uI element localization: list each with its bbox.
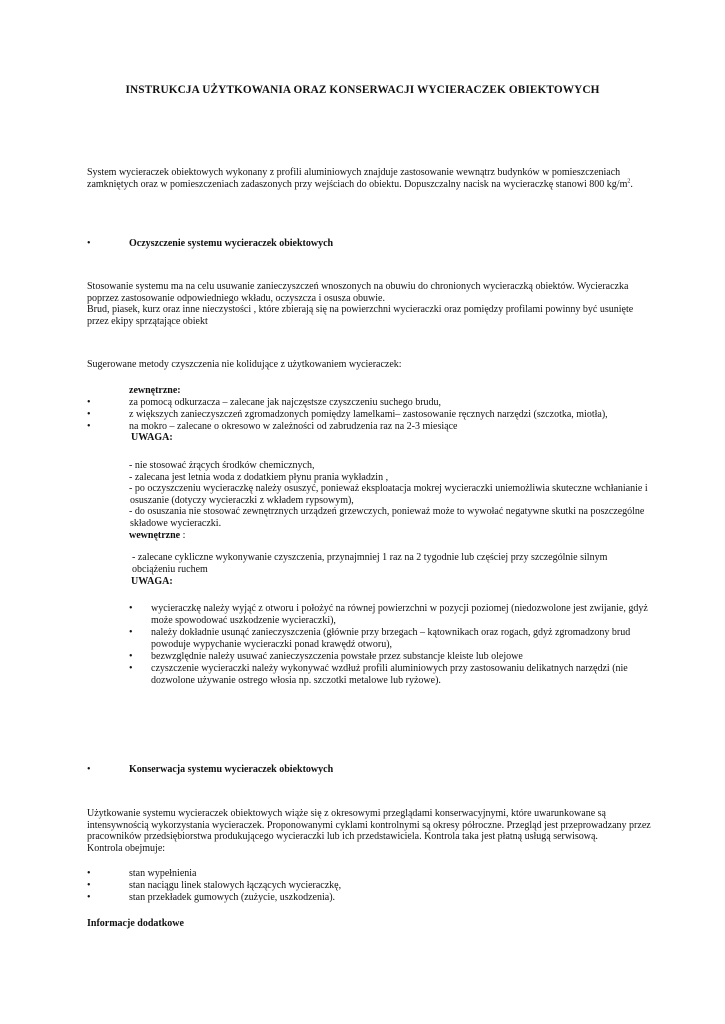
cleaning-paragraph — [87, 281, 647, 327]
warning2-item-text: należy dokładnie usunąć zanieczyszczenia (głównie przy brzegach – kątownikach oraz rogach, gdyż zgromadzony brud — [151, 627, 631, 638]
warning-label: UWAGA: — [131, 576, 173, 587]
control-item — [87, 880, 647, 892]
control-item — [87, 868, 647, 880]
maintenance-paragraph — [87, 808, 657, 854]
warning-line: - zalecana jest letnia woda z dodatkiem płynu prania wykładzin , — [129, 471, 389, 483]
external-item-text: za pomocą odkurzacza – zalecane jak najczęstsze czyszczeniu suchego brudu, — [129, 397, 442, 408]
bullet: • — [129, 663, 133, 674]
document-title: INSTRUKCJA UŻYTKOWANIA ORAZ KONSERWACJI WYCIERACZEK OBIEKTOWYCH — [125, 84, 600, 96]
control-item — [87, 892, 647, 904]
control-item-text: stan przekładek gumowych (zużycie, uszkodzenia). — [129, 892, 336, 903]
external-item — [87, 409, 647, 421]
paragraph-line: przez ekipy sprzątające obiekt — [87, 315, 208, 327]
control-item-text: stan wypełnienia — [129, 868, 197, 879]
paragraph-line: Użytkowanie systemu wycieraczek obiektowych wiąże się z okresowymi przeglądami konserwacyjnymi, które uwarunkowane są — [87, 808, 606, 819]
bullet: • — [87, 397, 91, 408]
section-heading-text: Konserwacja systemu wycieraczek obiektowych — [129, 764, 334, 775]
warning2-item-text: może spowodować uszkodzenie wycieraczki), — [151, 615, 336, 626]
external-item-text: na mokro – zalecane o okresowo w zależności od zabrudzenia raz na 2-3 miesiące — [129, 421, 458, 432]
warning2-item — [87, 663, 647, 675]
warning2-item — [87, 603, 647, 615]
warning2-item-cont — [87, 639, 647, 651]
warning2-item-cont — [87, 615, 647, 627]
bullet: • — [87, 409, 91, 420]
bullet: • — [87, 421, 91, 432]
external-label: zewnętrzne: — [129, 385, 181, 396]
intro-line: System wycieraczek obiektowych wykonany z profili aluminiowych znajduje zastosowanie wewnątrz budynków w pomieszczeniach — [87, 167, 621, 178]
bullet: • — [87, 868, 91, 879]
paragraph-line: Brud, piasek, kurz oraz inne nieczystości , które zbierają się na powierzchni wycieraczki oraz pomiędzy profilami powinny być usunięte — [87, 304, 634, 316]
warning2-item-text: czyszczenie wycieraczki należy wykonywać wzdłuż profili aluminiowych przy zastosowaniu delikatnych narzędzi (nie — [151, 663, 628, 674]
paragraph-line: intensywnością wykorzystania wycieraczek. Proponowanymi cyklami kontrolnymi są okresy półroczne. Przegląd jest przeprowadzany przez — [87, 819, 651, 831]
bullet: • — [129, 651, 133, 662]
section-heading-maintenance — [87, 764, 647, 776]
additional-info-heading: Informacje dodatkowe — [87, 918, 184, 929]
warning-line: osuszanie (dotyczy wycieraczki z wkładem rypsowym), — [130, 494, 354, 506]
internal-list — [129, 552, 649, 575]
warning-line: - do osuszania nie stosować zewnętrznych urządzeń grzewczych, ponieważ może to wywołać negatywne skutki na poszczególne — [129, 506, 645, 518]
paragraph-line: Kontrola obejmuje: — [87, 842, 166, 854]
paragraph-line: pracowników przedsiębiorstwa produkującego wycieraczki lub ich przedstawiciela. Kontrola taka jest płatną usługą serwisową. — [87, 831, 598, 843]
warning-label: UWAGA: — [131, 432, 173, 443]
warning2-item — [87, 627, 647, 639]
warning2-item-text: bezwzględnie należy usuwać zanieczyszczenia powstałe przez substancje kleiste lub olejowe — [151, 651, 523, 662]
bullet: • — [87, 880, 91, 891]
control-item-text: stan naciągu linek stalowych łączących wycieraczkę, — [129, 880, 342, 891]
warning2-item-text: powoduje wypychanie wycieraczki ponad krawędź otworu), — [151, 639, 393, 650]
bullet: • — [87, 238, 91, 249]
external-item-text: z większych zanieczyszczeń zgromadzonych pomiędzy lamelkami– zastosowanie ręcznych narzędzi (szczotka, miotła), — [129, 409, 608, 420]
warning-line: - po oczyszczeniu wycieraczkę należy osuszyć, ponieważ eksploatacja mokrej wycieraczki uniemożliwia skuteczne wchłanianie i — [129, 483, 648, 495]
section-heading-text: Oczyszczenie systemu wycieraczek obiektowych — [129, 238, 334, 249]
bullet: • — [129, 627, 133, 638]
warning2-item — [87, 651, 647, 663]
internal-line: - zalecane cykliczne wykonywanie czyszczenia, przynajmniej 1 raz na 2 tygodnie lub częściej przy szczególnie silnym — [132, 552, 608, 563]
external-item — [87, 397, 647, 409]
warning2-item-text: wycieraczkę należy wyjąć z otworu i położyć na równej powierzchni w pozycji poziomej (niedozwolone jest zwijanie, gdyż — [151, 603, 648, 614]
warning2-item-text: dozwolone używanie ostrego włosia np. szczotki metalowe lub ryżowe). — [151, 675, 441, 686]
bullet: • — [129, 603, 133, 614]
internal-line: obciążeniu ruchem — [132, 563, 208, 575]
internal-label-line: wewnętrzne : — [129, 529, 186, 541]
bullet: • — [87, 892, 91, 903]
intro-paragraph — [87, 167, 647, 190]
internal-label: wewnętrzne — [129, 529, 181, 541]
methods-intro: Sugerowane metody czyszczenia nie kolidujące z użytkowaniem wycieraczek: — [87, 359, 402, 370]
warning-line: składowe wycieraczki. — [130, 517, 222, 529]
bullet: • — [87, 764, 91, 775]
warning-list — [129, 460, 649, 541]
paragraph-line: poprzez zastosowanie odpowiedniego wkładu, oczyszcza i osusza obuwie. — [87, 292, 385, 304]
paragraph-line: Stosowanie systemu ma na celu usuwanie zanieczyszczeń wnoszonych na obuwiu do chronionych wycieraczką obiektów. Wycieraczka — [87, 281, 629, 292]
warning-line: - nie stosować żrących środków chemicznych, — [129, 460, 315, 471]
warning2-item-cont — [87, 675, 647, 687]
section-heading-cleaning — [87, 238, 647, 250]
intro-line: zamkniętych oraz w pomieszczeniach zadaszonych przy wejściach do obiektu. Dopuszczalny nacisk na wycieraczkę stanowi 800 $kg/m^2$. — [87, 178, 633, 190]
